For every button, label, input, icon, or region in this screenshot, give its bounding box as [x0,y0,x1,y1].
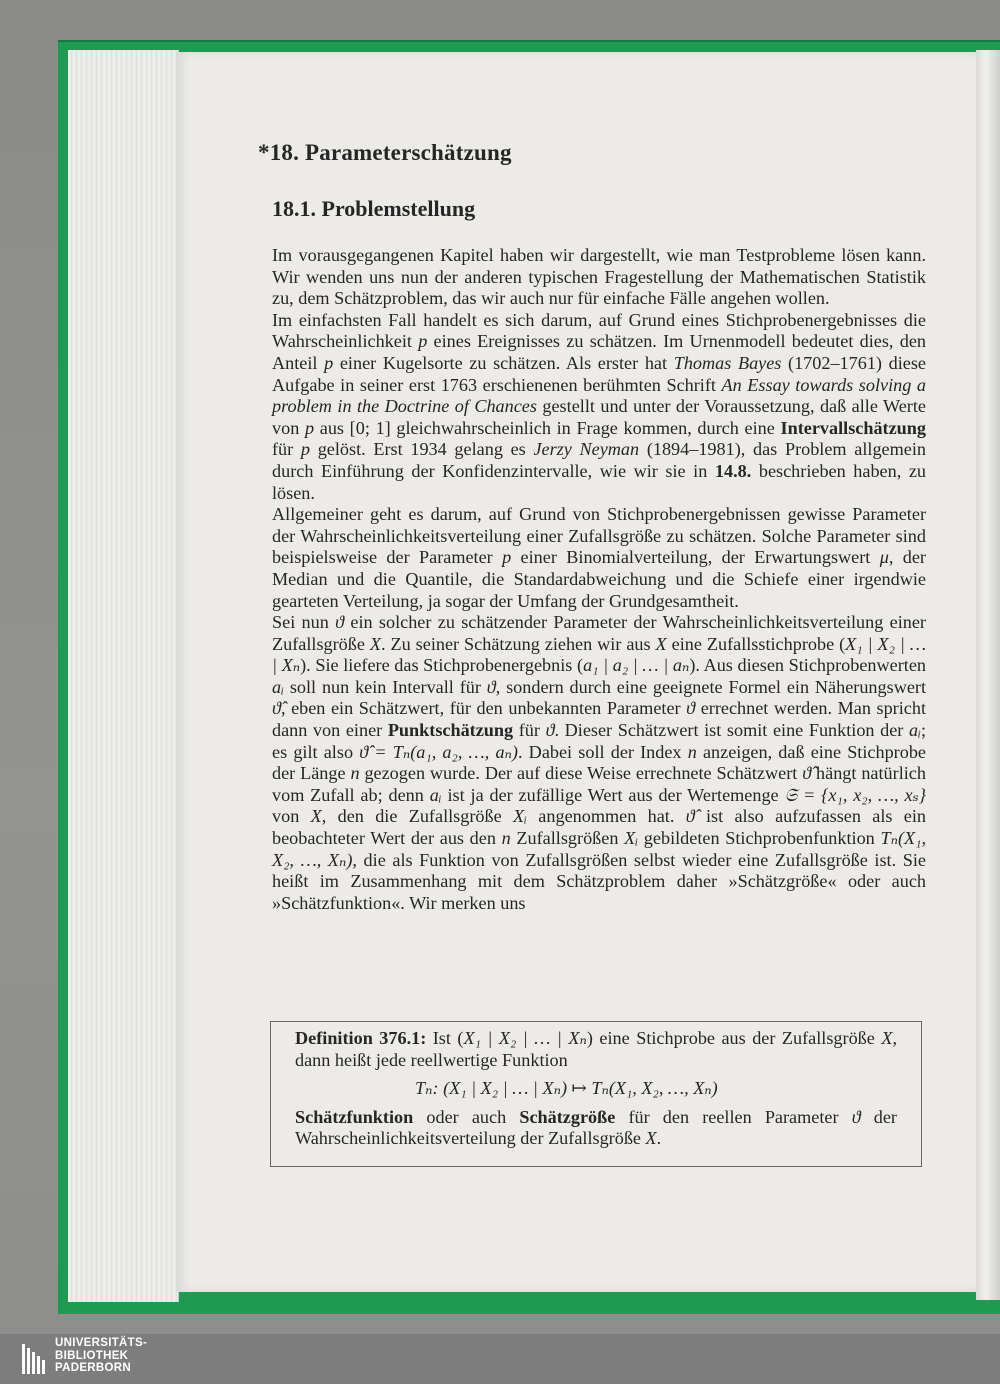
text-run: errechnet werden. Man spricht dann von einer [272,698,926,741]
italic-text: aᵢ [908,720,921,741]
paragraph [272,245,926,310]
text-run: gelöst. Erst 1934 gelang es [310,439,534,460]
paragraph [272,612,926,914]
library-footer-bar [0,1334,1000,1384]
text-run: . Dieser Schätzwert ist somit eine Funktion der [554,720,909,741]
text-run: soll nun kein Intervall für [283,676,487,697]
text-run: eines Ereignisses zu schätzen. Im Urnenmodell bedeutet dies, den Anteil [272,331,926,373]
text-run: (1702–1761) diese Aufgabe in seiner erst 1763 erschienenen berühmten Schrift [272,352,927,395]
italic-text: Xᵢ [512,806,527,827]
italic-text: X [881,1028,893,1048]
text-run: für den reellen Parameter [615,1106,852,1127]
paragraph [272,310,926,504]
italic-text: 𝔖 = {x₁, x₂, …, xₛ} [784,784,927,805]
text-run: ) eine Stichprobe aus der Zufallsgröße [586,1028,882,1048]
text-run: für [513,720,546,741]
text-run: . [656,1128,662,1149]
italic-text: p [502,547,512,568]
page-content [258,140,927,914]
italic-text: X₁ | X₂ | … | Xₙ [272,633,926,676]
library-logo-text [55,1337,147,1375]
text-run: , sondern durch eine geeignete Formel ein Näherungswert [495,676,927,697]
text-run: gestellt und unter der Voraussetzung, daß alle Werte von [272,396,926,438]
definition-formula: Tₙ: (X₁ | X₂ | … | Xₙ) ↦ Tₙ(X₁, X₂, …, Xₙ) [415,1078,718,1099]
italic-text: aᵢ [272,676,284,697]
italic-text: X [645,1128,657,1149]
italic-text: n [687,741,697,762]
paragraph [272,504,926,612]
italic-text: ϑ̂ [802,763,812,784]
bold-text: Schätzgröße [519,1106,616,1127]
italic-text: ϑ [545,720,555,741]
italic-text: Jerzy Neyman [533,439,640,460]
italic-text: aᵢ [429,784,442,805]
page-right-edge [976,50,1000,1300]
italic-text: ϑ [686,698,696,719]
text-run: . Dabei soll der Index [517,741,688,762]
text-run: für [272,439,301,460]
text-run: einer Binomialverteilung, der Erwartungswert [511,547,880,568]
text-run: gebildeten Stichprobenfunktion [638,828,881,849]
bold-text: 14.8. [714,460,752,481]
text-run: der Wahrscheinlichkeitsverteilung der Zufallsgröße [295,1106,897,1149]
text-run: beschrieben haben, zu lösen. [272,460,926,503]
italic-text: X [655,633,667,654]
italic-text: μ [879,547,889,568]
text-run: eine Zufallsstichprobe ( [666,633,846,654]
bold-text: Intervallschätzung [780,417,926,438]
text-run: ). Sie liefere das Stichprobenergebnis ( [300,655,584,676]
italic-text: X [369,633,382,654]
text-run: Im vorausgegangenen Kapitel haben wir dargestellt, wie man Testprobleme lösen kann. Wir wenden uns nun der anderen typischen Fragestellung der Mathematischen Statistik zu, dem Schätzproblem, das wir auch nur für einfache Fälle angehen wollen. [272,245,926,309]
italic-text: p [418,331,428,352]
definition-intro [295,1028,897,1071]
body-text [272,245,926,914]
text-run: Allgemeiner geht es darum, auf Grund von Stichprobenergebnissen gewisse Parameter der Wahrscheinlichkeitsverteilung einer Zufallsgröße zu schätzen. Solche Parameter sind beispielsweise der Parameter [272,504,926,568]
section-title: 18.1. Problemstellung [272,196,476,221]
text-run: ist ja der zufällige Wert aus der Wertemenge [441,784,785,805]
definition-conclusion [295,1107,897,1150]
text-run: aus [0; 1] gleichwahrscheinlich in Frage kommen, durch eine [314,417,781,438]
logo-line: BIBLIOTHEK [55,1349,129,1362]
italic-text: ϑ̂ = Tₙ(a₁, a₂, …, aₙ) [359,741,518,762]
italic-text: ϑ [851,1106,861,1127]
text-run: Im einfachsten Fall handelt es sich darum, auf Grund eines Stichprobenergebnisses die Wahrscheinlichkeit [272,309,926,352]
italic-text: n [501,828,511,849]
text-run: angenommen hat. [526,806,686,827]
italic-text: ϑ [486,676,496,697]
text-run: Ist ( [426,1028,464,1048]
page-stack-edge [68,50,179,1302]
italic-text: X [310,806,322,827]
text-run: von [272,806,311,827]
italic-text: Thomas Bayes [673,352,782,373]
italic-text: Tₙ(X₁, X₂, …, Xₙ) [272,828,926,870]
chapter-title: *18. Parameterschätzung [258,140,512,165]
italic-text: Xᵢ [624,828,639,849]
italic-text: n [350,763,360,784]
bold-text: Schätzfunktion [295,1106,414,1127]
text-run: , eben ein Schätzwert, für den unbekannten Parameter [280,698,687,719]
definition-box [270,1021,922,1167]
text-run: Zufallsgrößen [510,828,625,849]
text-run: (1894–1981), das Problem allgemein durch Einführung der Konfidenzintervalle, wie wir sie in [272,439,926,481]
italic-text: a₁ | a₂ | … | aₙ [583,655,690,676]
text-run: anzeigen, daß eine Stichprobe der Länge [272,741,926,784]
italic-text: An Essay towards solving a problem in the Doctrine of Chances [272,374,926,417]
text-run: hängt natürlich vom Zufall ab; denn [272,763,926,805]
logo-line: PADERBORN [55,1362,131,1374]
text-run: ist also aufzufassen als ein beobachteter Wert der aus den [272,806,927,849]
italic-text: p [300,439,310,460]
logo-line: UNIVERSITÄTS- [55,1337,148,1349]
bold-text: Punktschätzung [387,720,514,741]
library-logo-icon [22,1342,48,1376]
text-run: gezogen wurde. Der auf diese Weise errechnete Schätzwert [359,763,803,784]
text-run: , die als Funktion von Zufallsgrößen selbst wieder eine Zufallsgröße ist. Sie heißt im Zusammenhang mit dem Schätzproblem daher »Schätzgröße« oder auch »Schätzfunktion«. Wir merken uns [272,849,926,913]
text-run: , dann heißt jede reellwertige Funktion [295,1028,897,1070]
italic-text: p [324,352,334,373]
text-run: einer Kugelsorte zu schätzen. Als erster hat [333,352,674,373]
italic-text: ϑ̂ [685,806,695,827]
text-run: , der Median und die Quantile, die Standardabweichung und die Schiefe einer irgendwie gearteten Verteilung, ja sogar der Umfang der Grundgesamtheit. [272,547,926,611]
italic-text: ϑ [335,612,345,633]
italic-text: X₁ | X₂ | … | Xₙ [463,1028,587,1048]
italic-text: ϑ̂ [272,698,281,719]
text-run: Sei nun [272,612,336,633]
bold-text: Definition 376.1: [295,1028,427,1048]
italic-text: p [304,417,315,438]
text-run: oder auch [413,1106,520,1127]
text-run: , den die Zufallsgröße [321,806,513,827]
text-run: ein solcher zu schätzender Parameter der Wahrscheinlichkeitsverteilung einer Zufallsgröße [272,612,926,654]
text-run: . Zu seiner Schätzung ziehen wir aus [381,633,656,654]
text-run: ; es gilt also [272,720,927,762]
text-run: ). Aus diesen Stichprobenwerten [689,655,926,676]
